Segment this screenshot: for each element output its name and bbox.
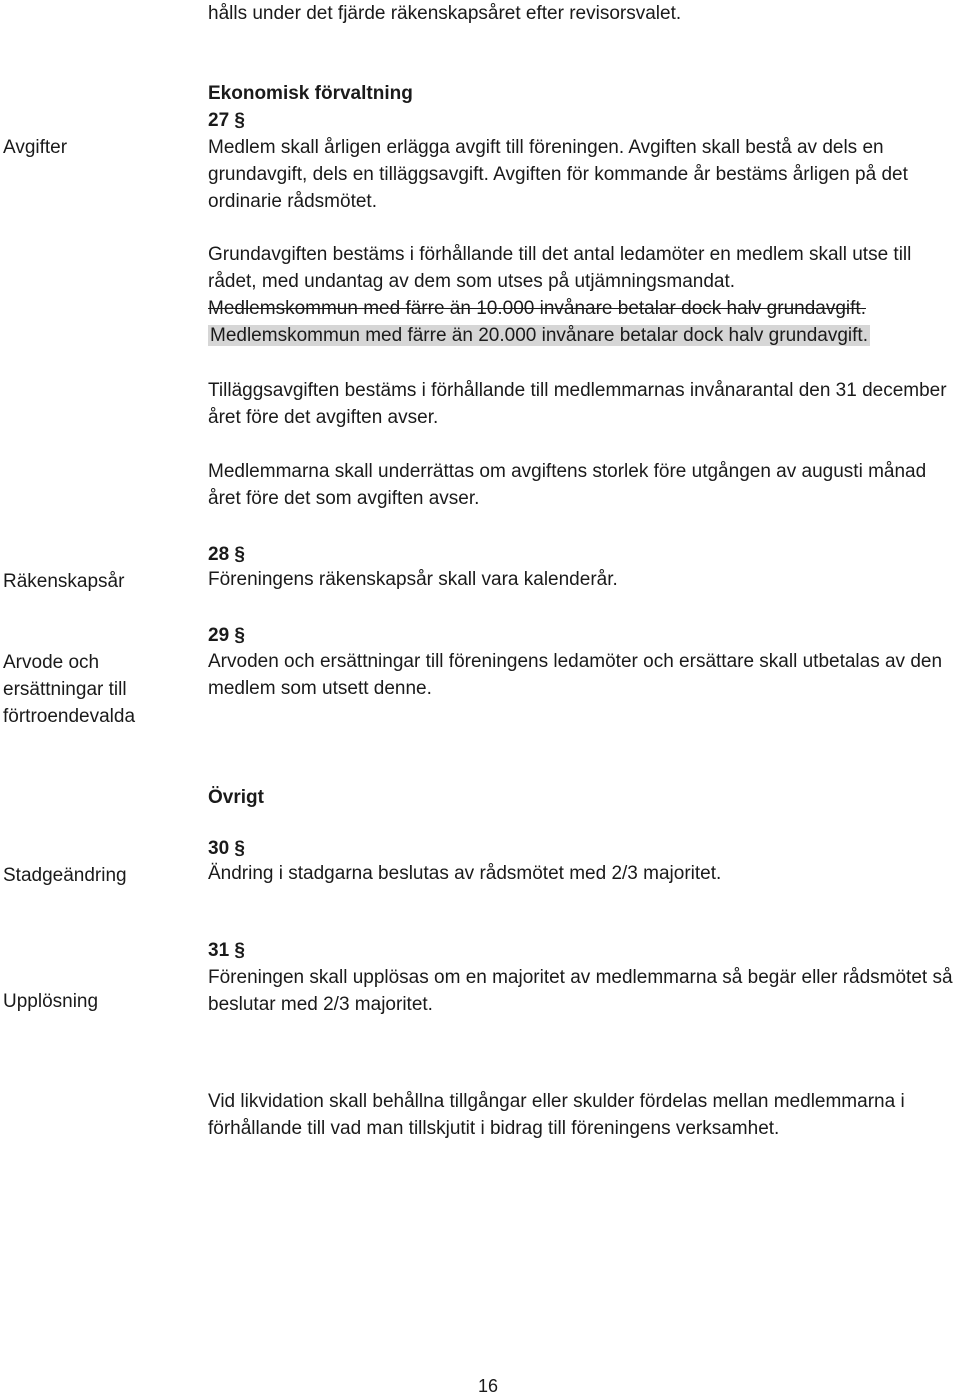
- paragraph-number-31: 31 §: [208, 940, 245, 961]
- section-heading-ekonomisk: Ekonomisk förvaltning: [208, 83, 413, 104]
- margin-label-stadgeandring: Stadgeändring: [3, 865, 127, 886]
- paragraph-31-text-1: Föreningen skall upplösas om en majoritet av medlemmarna så begär eller rådsmötet så beslutar med 2/3 majoritet.: [208, 967, 953, 1015]
- paragraph-number-29: 29 §: [208, 625, 245, 646]
- continuation-text: hålls under det fjärde räkenskapsåret efter revisorsvalet.: [208, 3, 682, 24]
- margin-label-rakenskapsar: Räkenskapsår: [3, 571, 125, 592]
- page-number: 16: [478, 1376, 499, 1396]
- paragraph-27-text-3: Tilläggsavgiften bestäms i förhållande till medlemmarnas invånarantal den 31 december året före det avgiften avser.: [208, 380, 947, 428]
- paragraph-29-text: Arvoden och ersättningar till föreningens ledamöter och ersättare skall utbetalas av den medlem som utsett denne.: [208, 651, 943, 699]
- highlighted-amendment-text: Medlemskommun med färre än 20.000 invånare betalar dock halv grundavgift.: [210, 325, 868, 346]
- highlighted-amendment-line: [208, 322, 953, 349]
- paragraph-number-27: 27 §: [208, 110, 245, 131]
- paragraph-28-text: Föreningens räkenskapsår skall vara kalenderår.: [208, 569, 618, 590]
- paragraph-31-text-2: Vid likvidation skall behållna tillgångar eller skulder fördelas mellan medlemmarna i förhållande till vad man tillskjutit i bidrag till föreningens verksamhet.: [208, 1091, 905, 1139]
- margin-label-upplosning: Upplösning: [3, 991, 99, 1012]
- paragraph-27-text-2: Grundavgiften bestäms i förhållande till det antal ledamöter en medlem skall utse till rådet, med undantag av dem som utses på utjämningsmandat.: [208, 244, 912, 292]
- paragraph-27-text-4: Medlemmarna skall underrättas om avgiftens storlek före utgången av augusti månad året före det som avgiften avser.: [208, 461, 927, 509]
- margin-label-arvode: Arvode och ersättningar till förtroendevalda: [3, 652, 136, 727]
- struck-amendment-text: Medlemskommun med färre än 10.000 invånare betalar dock halv grundavgift.: [208, 298, 866, 319]
- section-heading-ovrigt: Övrigt: [208, 787, 264, 808]
- paragraph-number-30: 30 §: [208, 838, 245, 859]
- paragraph-27-text-1: Medlem skall årligen erlägga avgift till föreningen. Avgiften skall bestå av dels en grundavgift, dels en tilläggsavgift. Avgiften för kommande år bestäms årligen på det ordinarie rådsmötet.: [208, 137, 908, 212]
- paragraph-30-text: Ändring i stadgarna beslutas av rådsmötet med 2/3 majoritet.: [208, 863, 722, 884]
- paragraph-number-28: 28 §: [208, 544, 245, 565]
- margin-label-avgifter: Avgifter: [3, 137, 68, 158]
